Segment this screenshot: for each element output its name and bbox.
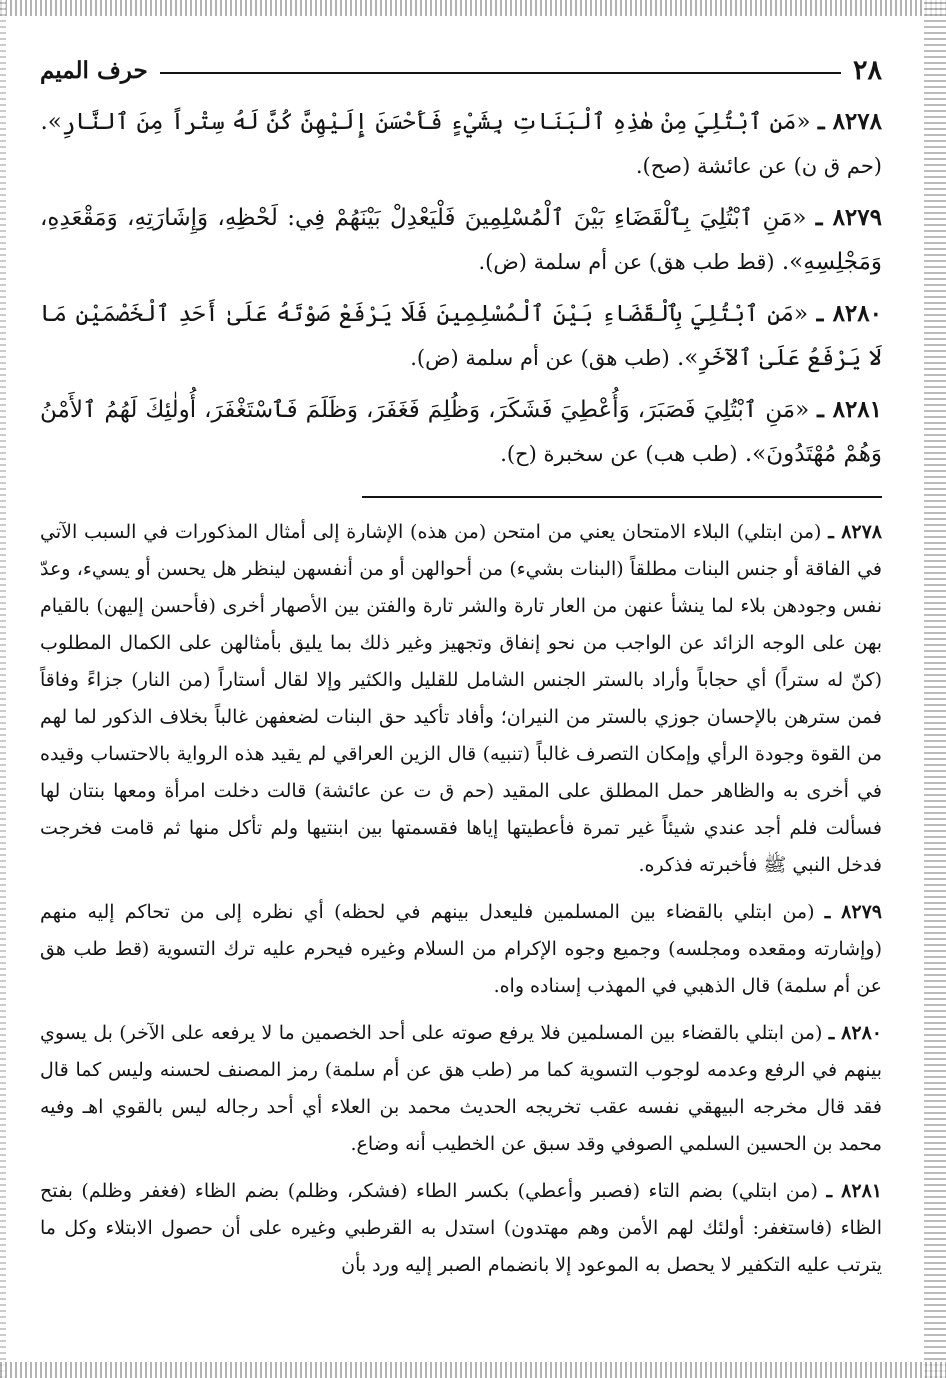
- hadith-text-line: [40, 388, 882, 476]
- hadith-text: «مَنِ ٱبْتُلِيَ بِٱلْقَضَاءِ بَيْنَ ٱلْمُسْلِمِينَ فَلَا يَرْفَعْ صَوْتَهُ عَلَىٰ أَحَدِ ٱلْخَصْمَيْنِ مَا لَا يَرْفَعُ عَلَىٰ ٱلآخَرِ».: [40, 301, 882, 371]
- note-text: (من ابتلي) البلاء الامتحان يعني من امتحن (من هذه) الإشارة إلى أمثال المذكورات في السبب الآتي في الفاقة أو جنس البنات مطلقاً (البنات بشيء) من أحوالهن أو من أنفسهن لينظر هل يحسن أو يسيء، وعدّ نفس وجودهن بلاء لما ينشأ عنهن من العار تارة والشر تارة والفتن بين الأصهار أخرى (فأحسن إليهن) بالقيام بهن على الوجه الزائد عن الواجب من نحو إنفاق وتجهيز وغير ذلك بما يليق بأمثالهن على الكمال المطلوب (كنّ له ستراً) أي حجاباً وأراد بالستر الجنس الشامل للقليل والكثير وإلا لقال أستاراً (من النار) جزاءً وفاقاً فمن سترهن بالإحسان جوزي بالستر من النيران؛ وأفاد تأكيد حق البنات لضعفهن غالباً بخلاف الذكور لما لهم من القوة وجودة الرأي وإمكان التصرف غالباً (تنبيه) قال الزين العراقي لم يقيد هذه الرواية بالاحتساب وقيده في أخرى به والظاهر حمل المطلق على المقيد (حم ق ت عن عائشة) قالت دخلت امرأة ومعها بنتان لها فسألت فلم أجد عندي شيئاً غير تمرة فأعطيتها إياها فقسمتها بين ابنتيها ولم تأكل منها ثم قامت فخرجت فدخل النبي ﷺ فأخبرته فذكره.: [40, 521, 882, 876]
- hadith-number: ٨٢٨١ ـ: [817, 396, 883, 423]
- page-border-right: [924, 0, 946, 1378]
- note-text: (من ابتلي بالقضاء بين المسلمين فلا يرفع صوته على أحد الخصمين ما لا يرفعه على الآخر) بل يسوي بينهم في الرفع وعدمه لوجوب التسوية كما مر (طب هق عن أم سلمة) رمز المصنف لحسنه وليس كما قال فقد قال مخرجه البيهقي نفسه عقب تخريجه الحديث محمد بن العلاء أي أحد رجاله ليس بالقوي اهـ وفيه محمد بن الحسين السلمي الصوفي وقد سبق عن الخطيب أنه وضاع.: [40, 1022, 882, 1155]
- hadith-source: (طب هب) عن سخبرة (ح).: [500, 442, 738, 466]
- hadith-text: «مَنِ ٱبْتُلِيَ بِٱلْقَضَاءِ بَيْنَ ٱلْمُسْلِمِينَ فَلْيَعْدِلْ بَيْنَهُمْ فِي: لَحْظِهِ، وَإِشَارَتِهِ، وَمَقْعَدِهِ، وَمَجْلِسِهِ».: [40, 205, 882, 275]
- hadith-8278: [40, 100, 882, 188]
- note-8278: [40, 514, 882, 884]
- commentary-notes: [40, 514, 882, 1284]
- hadith-8279: [40, 196, 882, 284]
- note-text: (من ابتلي بالقضاء بين المسلمين فليعدل بينهم في لحظه) أي نظره إلى من تحاكم إليه منهم (وإشارته ومقعده ومجلسه) وجميع وجوه الإكرام من السلام وغيره فيحرم عليه ترك التسوية (قط طب هق عن أم سلمة) قال الذهبي في المهذب إسناده واه.: [40, 901, 882, 997]
- footnote-divider: [362, 496, 882, 498]
- page-border-bottom: [0, 1362, 946, 1378]
- hadith-source: (طب هق) عن أم سلمة (ض).: [410, 346, 670, 370]
- header-rule: [160, 72, 841, 74]
- running-header: [40, 48, 882, 92]
- chapter-title: حرف الميم: [40, 56, 148, 84]
- note-number: ٨٢٨١ ـ: [826, 1180, 882, 1202]
- hadith-source: (حم ق ن) عن عائشة (صح).: [635, 154, 882, 178]
- hadith-text-line: [40, 292, 882, 380]
- hadith-text: «مَنِ ٱبْتُلِيَ مِنْ هٰذِهِ ٱلْبَنَاتِ بِشَيْءٍ فَأَحْسَنَ إِلَيْهِنَّ كُنَّ لَهُ سِتْراً مِنَ ٱلنَّارِ».: [40, 109, 811, 135]
- note-number: ٨٢٧٨ ـ: [828, 521, 883, 543]
- hadith-source: (قط طب هق) عن أم سلمة (ض).: [478, 250, 775, 274]
- hadith-8280: [40, 292, 882, 380]
- note-8280: [40, 1015, 882, 1163]
- document-page: [40, 48, 882, 1348]
- hadith-text-line: [40, 196, 882, 284]
- hadith-number: ٨٢٨٠ ـ: [816, 300, 882, 327]
- note-text: (من ابتلي) بضم التاء (فصبر وأعطي) بكسر الطاء (فشكر، وظلم) بضم الظاء (فغفر وظلم) بفتح الظاء (فاستغفر: أولئك لهم الأمن وهم مهتدون) استدل به القرطبي وغيره على أن حصول الابتلاء وكل ما يترتب عليه التكفير لا يحصل به الموعود إلا بانضمام الصبر إليه ورد بأن: [40, 1180, 882, 1276]
- page-border-left: [0, 0, 6, 1378]
- note-8279: [40, 894, 882, 1005]
- hadith-number: ٨٢٧٩ ـ: [815, 204, 882, 231]
- note-number: ٨٢٨٠ ـ: [828, 1022, 882, 1044]
- page-border-top: [0, 0, 946, 16]
- hadith-number: ٨٢٧٨ ـ: [817, 108, 882, 135]
- note-8281: [40, 1173, 882, 1284]
- hadith-text-line: [40, 100, 882, 144]
- hadith-list: [40, 100, 882, 476]
- hadith-8281: [40, 388, 882, 476]
- note-number: ٨٢٧٩ ـ: [824, 901, 882, 923]
- hadith-text: «مَنِ ٱبْتُلِيَ فَصَبَرَ، وَأُعْطِيَ فَشَكَرَ، وَظُلِمَ فَغَفَرَ، وَظَلَمَ فَٱسْتَغْفَرَ، أُولٰئِكَ لَهُمُ ٱلأَمْنُ وَهُمْ مُهْتَدُونَ».: [40, 397, 882, 467]
- page-number: ٢٨: [852, 54, 882, 86]
